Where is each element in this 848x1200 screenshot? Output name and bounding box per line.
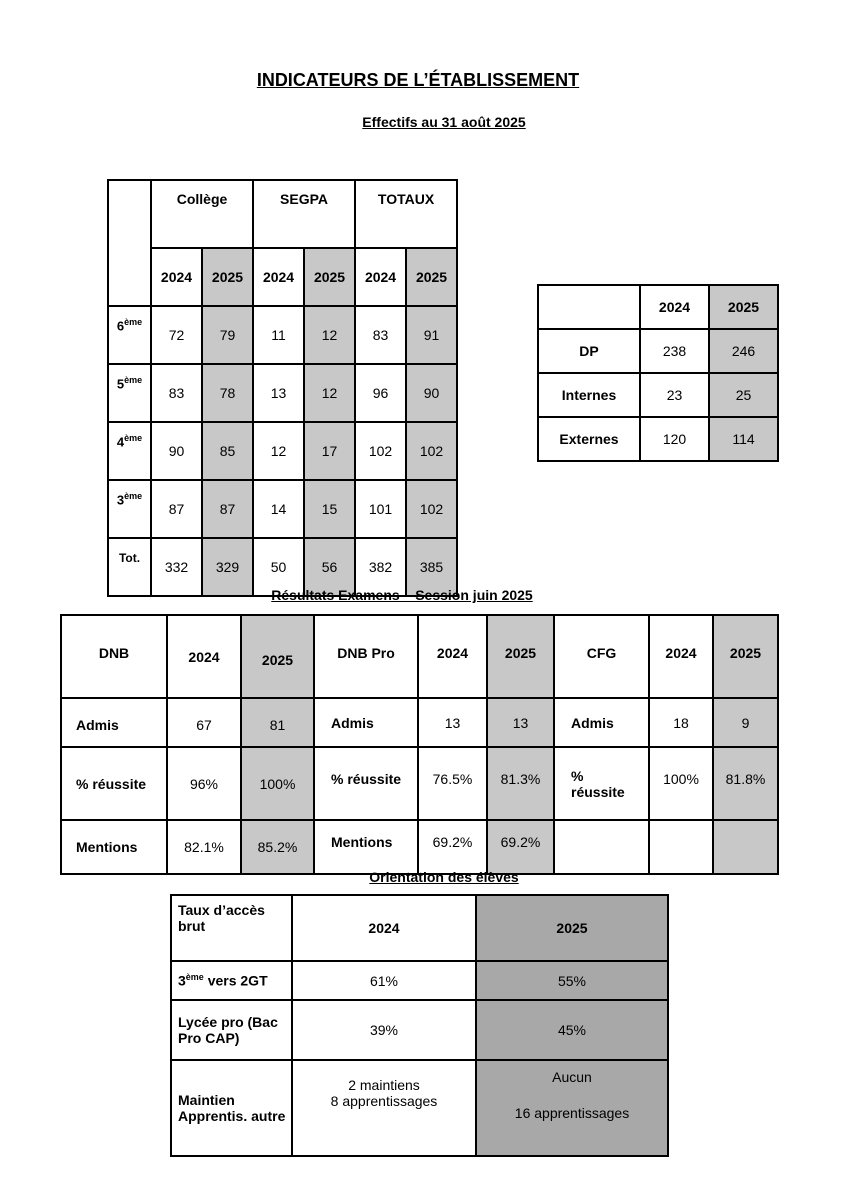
year-header: 2025 xyxy=(406,248,457,306)
row-label: 4ème xyxy=(108,422,151,480)
effectifs-subtitle: Effectifs au 31 août 2025 xyxy=(362,114,526,130)
row-label: Admis xyxy=(314,698,418,747)
cell: 69.2% xyxy=(487,820,554,874)
cell: 13 xyxy=(253,364,304,422)
cell-line: 2 maintiens xyxy=(348,1077,420,1093)
year-header: 2024 xyxy=(649,615,713,698)
year-header: 2025 xyxy=(487,615,554,698)
row-label: DP xyxy=(538,329,640,373)
year-header: 2024 xyxy=(418,615,487,698)
cell: 12 xyxy=(304,364,355,422)
dnb-title: DNB xyxy=(61,615,167,698)
cell: 45% xyxy=(476,1000,668,1060)
cell: 50 xyxy=(253,538,304,596)
cell: 85.2% xyxy=(241,820,314,874)
examens-subtitle: Résultats Examens – Session juin 2025 xyxy=(271,587,533,603)
cell: 102 xyxy=(406,480,457,538)
cell: 87 xyxy=(151,480,202,538)
orientation-table xyxy=(170,894,669,1157)
year-header: 2025 xyxy=(476,895,668,961)
year-header: 2025 xyxy=(713,615,778,698)
group-segpa: SEGPA xyxy=(253,180,355,248)
year-header: 2025 xyxy=(304,248,355,306)
row-label: 3ème xyxy=(108,480,151,538)
cell: 18 xyxy=(649,698,713,747)
row-label xyxy=(554,820,649,874)
row-label: % réussite xyxy=(314,747,418,820)
table-row xyxy=(538,373,778,417)
table-row xyxy=(61,747,778,820)
cell: 14 xyxy=(253,480,304,538)
table-row xyxy=(171,1060,668,1156)
cell: 55% xyxy=(476,961,668,1000)
cell: 90 xyxy=(151,422,202,480)
cell: 114 xyxy=(709,417,778,461)
cell: 39% xyxy=(292,1000,476,1060)
cell: 100% xyxy=(241,747,314,820)
orientation-subtitle: Orientation des élèves xyxy=(369,869,519,885)
cell: 100% xyxy=(649,747,713,820)
regime-table xyxy=(537,284,779,462)
year-header: 2025 xyxy=(709,285,778,329)
cell: 12 xyxy=(304,306,355,364)
table-row xyxy=(171,961,668,1000)
cell: 102 xyxy=(406,422,457,480)
cell: 81.3% xyxy=(487,747,554,820)
cell: 82.1% xyxy=(167,820,241,874)
cell: 56 xyxy=(304,538,355,596)
row-label: Mentions xyxy=(61,820,167,874)
table-row xyxy=(538,329,778,373)
cell xyxy=(292,1060,476,1156)
cell xyxy=(649,820,713,874)
row-label: Mentions xyxy=(314,820,418,874)
table-row xyxy=(61,698,778,747)
cell: 90 xyxy=(406,364,457,422)
cell: 69.2% xyxy=(418,820,487,874)
cell: 15 xyxy=(304,480,355,538)
cell: 76.5% xyxy=(418,747,487,820)
row-label: % réussite xyxy=(554,747,649,820)
cell: 385 xyxy=(406,538,457,596)
year-header: 2025 xyxy=(241,615,314,698)
page-title: INDICATEURS DE L’ÉTABLISSEMENT xyxy=(256,70,580,90)
cell: 382 xyxy=(355,538,406,596)
table-row xyxy=(108,480,457,538)
table-row xyxy=(171,1000,668,1060)
cell: 72 xyxy=(151,306,202,364)
cell: 11 xyxy=(253,306,304,364)
cell: 12 xyxy=(253,422,304,480)
cell: 67 xyxy=(167,698,241,747)
row-label: Tot. xyxy=(108,538,151,596)
row-label: Maintien Apprentis. autre xyxy=(171,1060,292,1156)
cell: 81 xyxy=(241,698,314,747)
row-label: 6ème xyxy=(108,306,151,364)
cell-line: 8 apprentissages xyxy=(330,1093,438,1109)
cell: 120 xyxy=(640,417,709,461)
cell: 91 xyxy=(406,306,457,364)
cell: 246 xyxy=(709,329,778,373)
cell: 61% xyxy=(292,961,476,1000)
cell: 83 xyxy=(355,306,406,364)
table-row xyxy=(108,306,457,364)
effectifs-table xyxy=(107,179,458,597)
cell: 9 xyxy=(713,698,778,747)
table-row xyxy=(108,422,457,480)
row-label: Lycée pro (Bac Pro CAP) xyxy=(171,1000,292,1060)
cell: 13 xyxy=(487,698,554,747)
cell: 13 xyxy=(418,698,487,747)
year-header: 2024 xyxy=(292,895,476,961)
corner-cell xyxy=(538,285,640,329)
row-label: 3ème vers 2GT xyxy=(171,961,292,1000)
cell: 96% xyxy=(167,747,241,820)
cfg-title: CFG xyxy=(554,615,649,698)
year-header: 2025 xyxy=(202,248,253,306)
cell: 332 xyxy=(151,538,202,596)
cell xyxy=(713,820,778,874)
year-header: 2024 xyxy=(151,248,202,306)
cell xyxy=(476,1060,668,1156)
cell: 101 xyxy=(355,480,406,538)
cell: 87 xyxy=(202,480,253,538)
row-label: Externes xyxy=(538,417,640,461)
cell: 17 xyxy=(304,422,355,480)
cell: 85 xyxy=(202,422,253,480)
cell: 83 xyxy=(151,364,202,422)
cell-line: 16 apprentissages xyxy=(514,1105,630,1121)
year-header: 2024 xyxy=(167,615,241,698)
group-college: Collège xyxy=(151,180,253,248)
examens-table xyxy=(60,614,779,875)
cell: 79 xyxy=(202,306,253,364)
cell: 238 xyxy=(640,329,709,373)
row-label: 5ème xyxy=(108,364,151,422)
year-header: 2024 xyxy=(355,248,406,306)
cell-line: Aucun xyxy=(552,1069,592,1085)
table-row xyxy=(538,417,778,461)
cell: 78 xyxy=(202,364,253,422)
corner-cell xyxy=(108,180,151,306)
row-label: Internes xyxy=(538,373,640,417)
cell: 329 xyxy=(202,538,253,596)
group-totaux: TOTAUX xyxy=(355,180,457,248)
cell: 25 xyxy=(709,373,778,417)
row-label: Admis xyxy=(61,698,167,747)
header-label: Taux d’accès brut xyxy=(171,895,292,961)
dnbpro-title: DNB Pro xyxy=(314,615,418,698)
cell: 81.8% xyxy=(713,747,778,820)
row-label: % réussite xyxy=(61,747,167,820)
cell: 102 xyxy=(355,422,406,480)
year-header: 2024 xyxy=(253,248,304,306)
cell: 23 xyxy=(640,373,709,417)
cell: 96 xyxy=(355,364,406,422)
table-row xyxy=(61,820,778,874)
table-row xyxy=(108,364,457,422)
row-label: Admis xyxy=(554,698,649,747)
year-header: 2024 xyxy=(640,285,709,329)
